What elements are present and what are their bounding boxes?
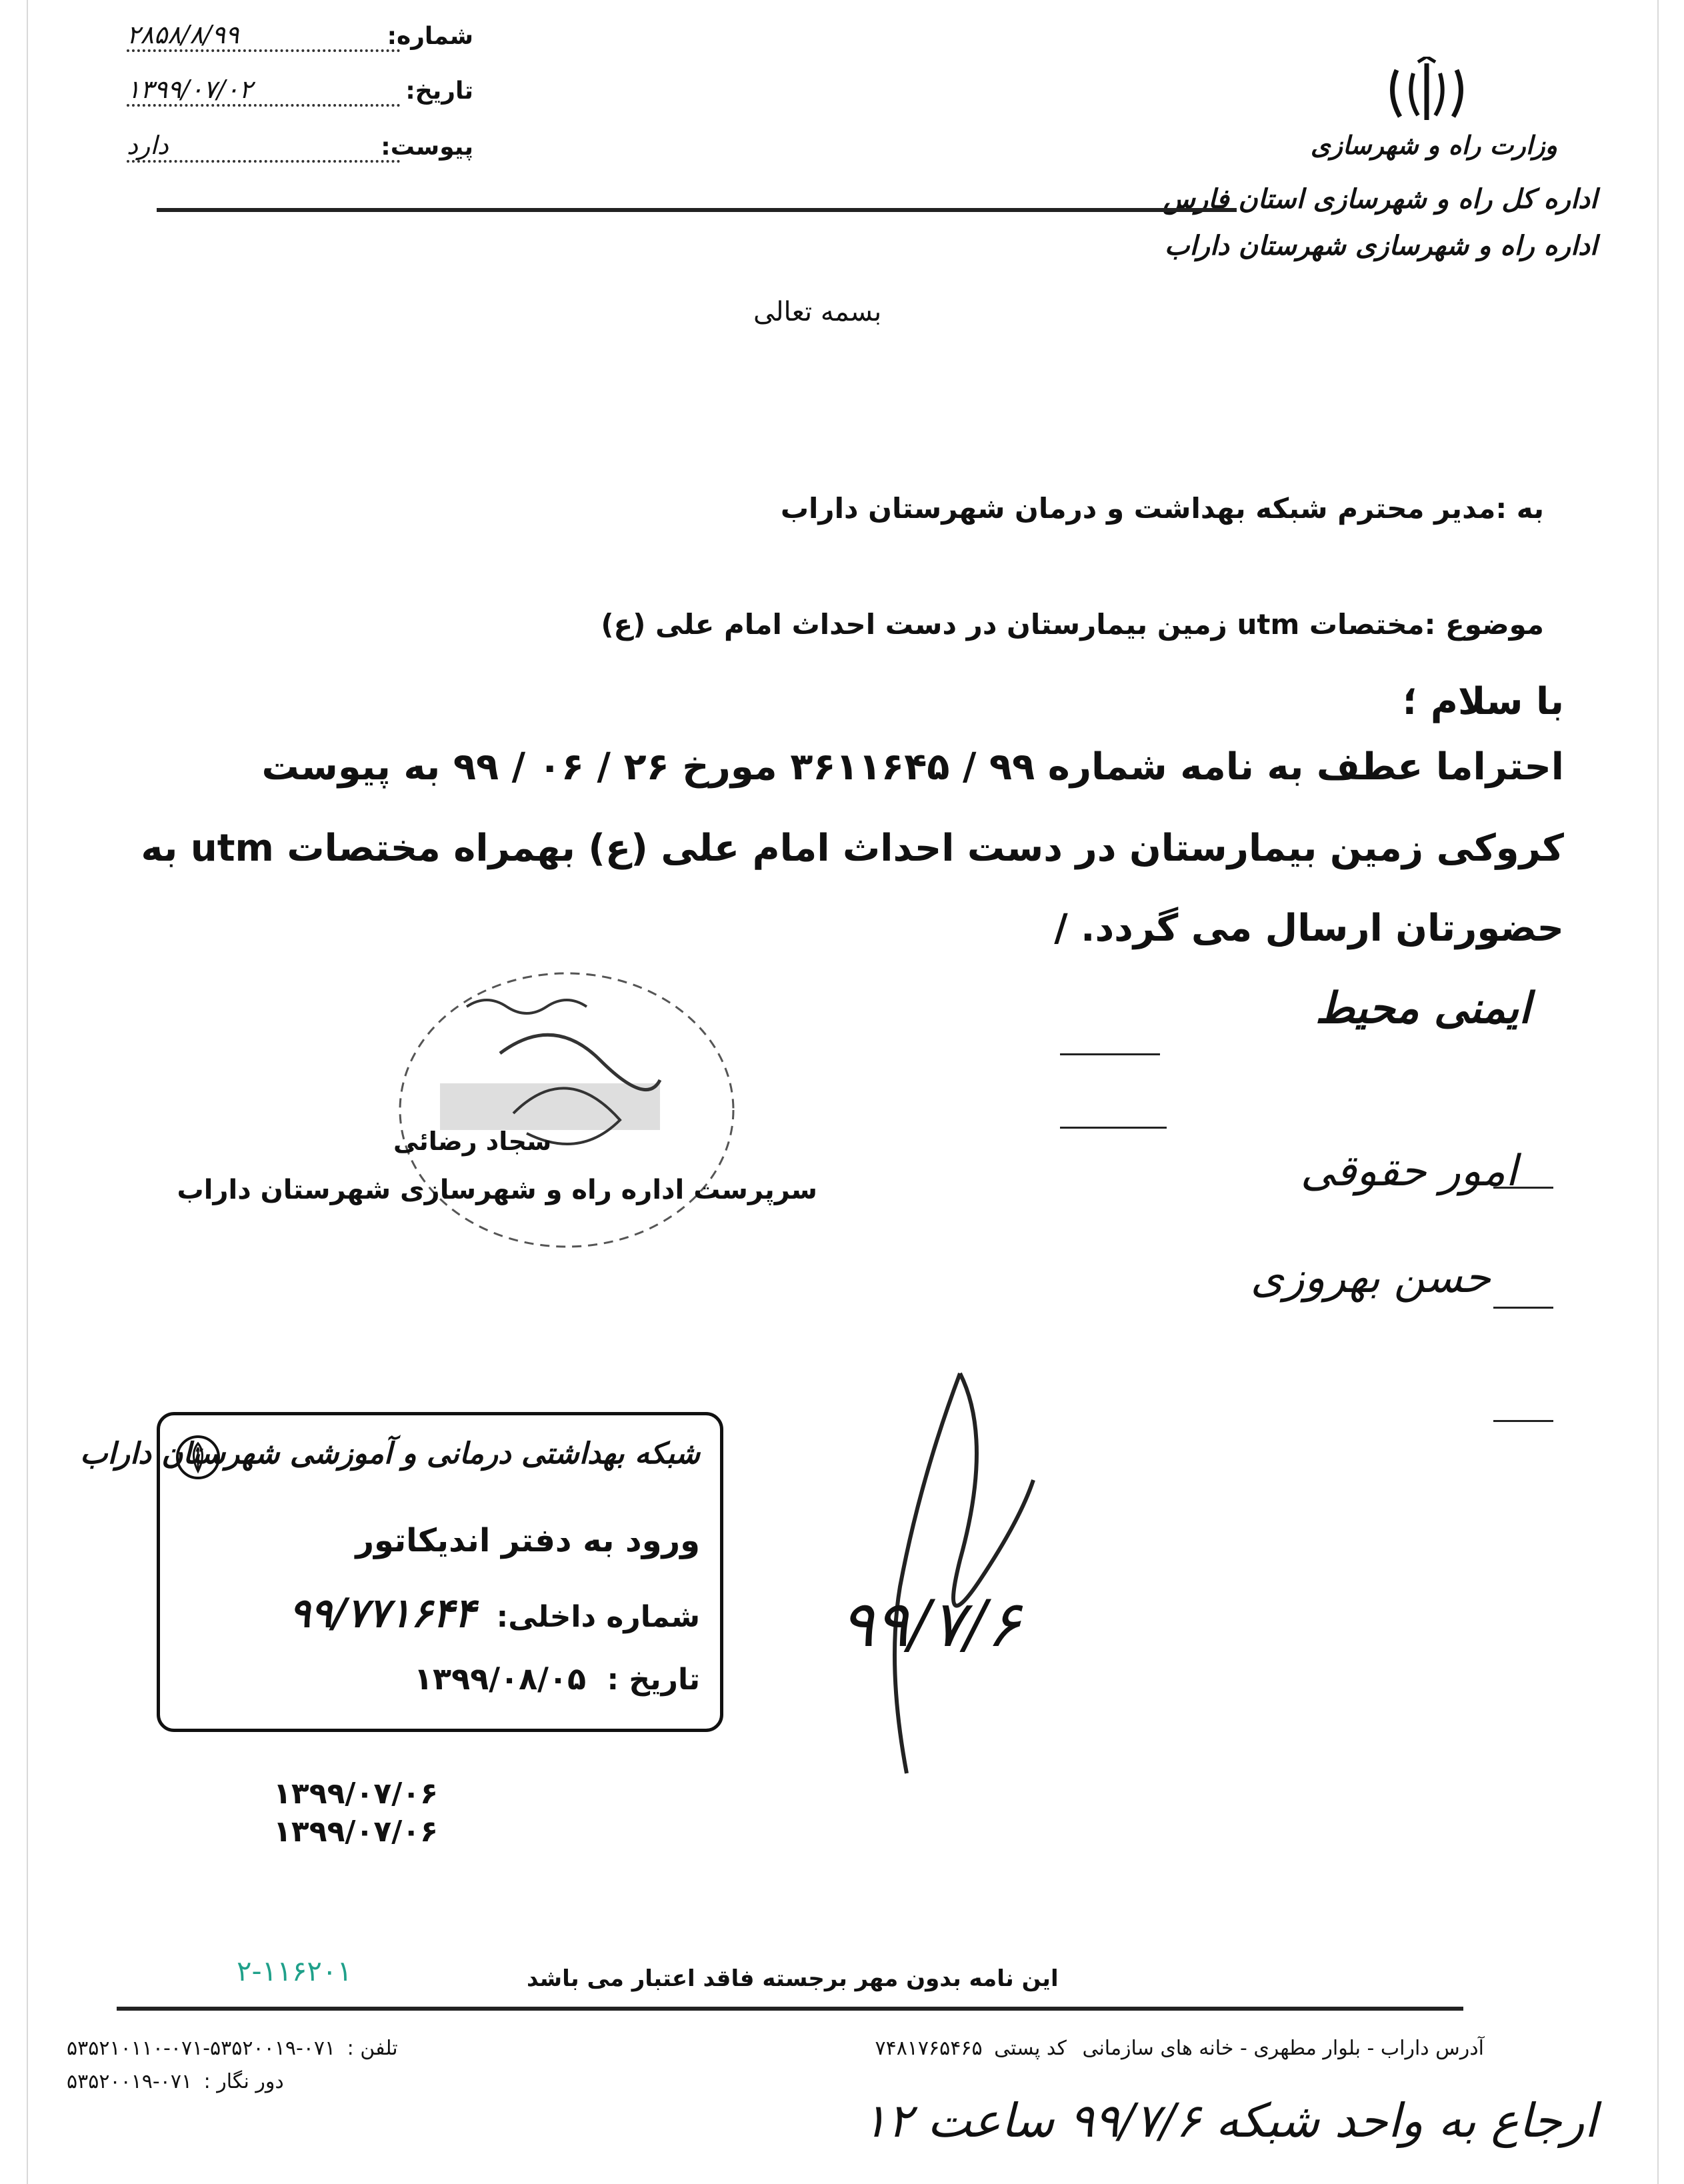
letter-number-label: شماره: — [387, 23, 473, 50]
referral-dash-4 — [1493, 1307, 1553, 1309]
greeting: با سلام ؛ — [1402, 680, 1564, 723]
referral-note-3: حسن بهروزی — [1250, 1253, 1491, 1303]
city-office-name: اداره راه و شهرسازی شهرستان داراب — [1164, 230, 1597, 261]
letter-date-row — [127, 75, 473, 109]
stamp-internal-number-row — [289, 1590, 700, 1637]
recipient-line: به :مدیر محترم شبکه بهداشت و درمان شهرستان داراب — [780, 492, 1544, 525]
stamp-entry: ورود به دفتر اندیکاتور — [355, 1522, 700, 1559]
signer-title: سرپرست اداره راه و شهرسازی شهرستان داراب — [177, 1175, 817, 1205]
footer-handwritten-note: ارجاع به واحد شبکه ۹۹/۷/۶ ساعت ۱۲ — [862, 2093, 1597, 2148]
validity-notice: این نامه بدون مهر برجسته فاقد اعتبار می باشد — [527, 1965, 1059, 1992]
footer-address-row — [875, 2037, 1484, 2060]
body-line-2: کروکی زمین بیمارستان در دست احداث امام علی (ع) بهمراه مختصات utm به — [141, 827, 1564, 870]
stamp-internal-number-value: ۹۹/۷۷۱۶۴۴ — [289, 1590, 476, 1637]
body-line-3: حضورتان ارسال می گردد. / — [1054, 907, 1564, 950]
footer-rule — [117, 2007, 1463, 2011]
letter-attachment-row — [127, 131, 473, 165]
footer-postal-label: کد پستی — [994, 2037, 1067, 2060]
footer-phone-label: تلفن : — [347, 2037, 398, 2060]
handwritten-signature-scrawl — [860, 1360, 1060, 1787]
referral-note-2: امور حقوقی — [1300, 1147, 1517, 1196]
footer-fax-label: دور نگار : — [203, 2070, 284, 2093]
official-seal — [380, 960, 753, 1253]
stamp-date-row — [414, 1661, 700, 1697]
scan-margin-right — [1657, 0, 1659, 2184]
referral-dash-2 — [1060, 1127, 1167, 1129]
letter-date-value: ۱۳۹۹/۰۷/۰۲ — [127, 75, 400, 107]
subject-line: موضوع :مختصات utm زمین بیمارستان در دست احداث امام علی (ع) — [601, 608, 1544, 641]
stamp-date-value: ۱۳۹۹/۰۸/۰۵ — [413, 1661, 587, 1697]
tracking-number: ۲-۱۱۶۲۰۱ — [237, 1955, 353, 1987]
ministry-name: وزارت راه و شهرسازی — [1310, 130, 1557, 160]
stamp-date-label: تاریخ : — [607, 1663, 700, 1697]
footer-address: آدرس داراب - بلوار مطهری - خانه های سازمانی — [1082, 2037, 1484, 2060]
referral-dash-5 — [1493, 1420, 1553, 1422]
iran-emblem-icon — [1383, 57, 1470, 130]
header-rule — [157, 208, 1237, 212]
invocation: بسمه تعالی — [753, 297, 882, 327]
received-date-stamp-2: ۱۳۹۹/۰۷/۰۶ — [273, 1815, 438, 1849]
indicator-stamp — [80, 1412, 723, 1732]
footer-postal-code: ۷۴۸۱۷۶۵۴۶۵ — [875, 2037, 983, 2060]
letter-date-label: تاریخ: — [405, 77, 473, 105]
scan-margin-left — [27, 0, 28, 2184]
referral-dash-1 — [1060, 1053, 1160, 1055]
province-office-name: اداره کل راه و شهرسازی استان فارس — [1163, 183, 1597, 215]
footer-phone: ۰۷۱-۵۳۵۲۰۰۱۹-۰۷۱-۵۳۵۲۱۰۱۱۰ — [67, 2037, 336, 2060]
stamp-org: شبکه بهداشتی درمانی و آموزشی شهرستان داراب — [80, 1437, 700, 1471]
referral-note-1: ایمنی محیط — [1315, 983, 1531, 1033]
handwritten-date: ۹۹/۷/۶ — [840, 1587, 1021, 1661]
letter-number-value: ۲۸۵۸/۸/۹۹ — [127, 20, 400, 52]
footer-fax: ۰۷۱-۵۳۵۲۰۰۱۹ — [67, 2070, 193, 2093]
letter-attachment-value: دارد — [127, 131, 400, 163]
letter-number-row — [127, 20, 473, 55]
signer-name: سجاد رضائی — [393, 1127, 552, 1156]
received-date-stamp-1: ۱۳۹۹/۰۷/۰۶ — [273, 1777, 438, 1811]
footer-phone-row — [67, 2037, 398, 2060]
letter-attachment-label: پیوست: — [381, 133, 473, 161]
footer-fax-row — [67, 2070, 284, 2093]
body-line-1: احتراما عطف به نامه شماره ۹۹ / ۳۶۱۱۶۴۵ مورخ ۲۶ / ۰۶ / ۹۹ به پیوست — [261, 745, 1564, 789]
stamp-internal-number-label: شماره داخلی: — [496, 1600, 700, 1634]
